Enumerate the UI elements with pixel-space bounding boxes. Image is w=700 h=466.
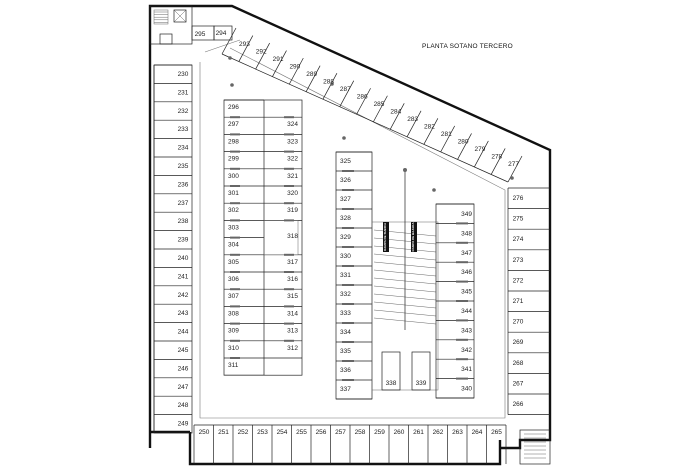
- stall-number-346: 346: [461, 269, 472, 277]
- stall-number-279: 279: [474, 146, 486, 154]
- stall-number-243: 243: [177, 310, 189, 318]
- stall-divider: [272, 51, 286, 77]
- stall-number-252: 252: [237, 429, 249, 436]
- stall-number-297: 297: [228, 121, 239, 129]
- column-marker: [510, 176, 514, 180]
- stall-number-317: 317: [287, 258, 298, 266]
- stall-number-270: 270: [512, 318, 524, 326]
- stall-number-345: 345: [461, 288, 472, 296]
- stall-number-236: 236: [177, 181, 189, 189]
- stall-number-254: 254: [276, 429, 288, 436]
- stall-number-233: 233: [177, 126, 189, 134]
- stall-number-232: 232: [177, 107, 189, 115]
- stall-number-336: 336: [340, 367, 351, 374]
- wheel-stop: [342, 284, 354, 286]
- stall-number-294: 294: [215, 30, 227, 37]
- wheel-stop: [342, 227, 354, 229]
- wheel-stop: [456, 242, 468, 244]
- stall-number-245: 245: [177, 347, 189, 354]
- wheel-stop: [230, 237, 240, 239]
- wheel-stop: [284, 168, 294, 170]
- wheel-stop: [230, 254, 240, 256]
- stall-divider: [239, 36, 253, 62]
- stall-number-271: 271: [512, 298, 524, 305]
- stall-number-280: 280: [457, 138, 469, 146]
- stall-number-286: 286: [356, 93, 368, 101]
- stall-number-291: 291: [272, 55, 284, 63]
- stall-divider: [441, 126, 455, 152]
- stall-number-300: 300: [228, 172, 239, 180]
- stall-number-341: 341: [461, 366, 472, 374]
- stall-number-289: 289: [306, 70, 318, 78]
- stall-number-293: 293: [238, 40, 250, 48]
- stall-number-309: 309: [228, 327, 239, 335]
- stair-core-bottom: [520, 430, 550, 464]
- stall-number-306: 306: [228, 276, 239, 283]
- stall-divider: [407, 111, 421, 137]
- stall-number-246: 246: [177, 365, 189, 373]
- parking-stalls: [154, 26, 550, 464]
- stall-number-331: 331: [340, 272, 351, 279]
- stall-number-325: 325: [340, 158, 351, 165]
- stall-number-310: 310: [228, 344, 239, 352]
- stall-number-283: 283: [407, 116, 419, 124]
- stall-number-230: 230: [177, 71, 189, 78]
- wheel-stop: [456, 281, 468, 283]
- stall-number-261: 261: [413, 429, 424, 436]
- stall-number-328: 328: [340, 215, 351, 222]
- wheel-stop: [230, 323, 240, 325]
- stall-number-320: 320: [287, 190, 298, 197]
- stall-number-264: 264: [471, 429, 483, 436]
- wheel-stop: [284, 116, 294, 118]
- wheel-stop: [284, 151, 294, 153]
- wheel-stop: [284, 271, 294, 273]
- stall-divider: [491, 148, 505, 174]
- wheel-stop: [230, 271, 240, 273]
- stall-number-249: 249: [177, 420, 189, 428]
- stall-number-301: 301: [228, 190, 239, 197]
- stall-number-292: 292: [255, 48, 267, 56]
- stall-number-302: 302: [228, 207, 239, 215]
- stall-number-308: 308: [228, 310, 239, 318]
- column-marker: [342, 136, 346, 140]
- stall-number-256: 256: [315, 429, 327, 436]
- stall-number-284: 284: [390, 108, 402, 116]
- wheel-stop: [230, 202, 240, 204]
- stall-number-237: 237: [177, 199, 189, 207]
- stall-number-240: 240: [177, 255, 189, 262]
- wheel-stop: [342, 360, 354, 362]
- stall-number-241: 241: [177, 273, 189, 281]
- stall-number-244: 244: [177, 328, 189, 336]
- stall-divider: [474, 141, 488, 167]
- wheel-stop: [230, 340, 240, 342]
- ramp-marker: [403, 168, 407, 172]
- stall-number-334: 334: [340, 329, 351, 336]
- stall-number-260: 260: [393, 429, 405, 436]
- stall-number-269: 269: [512, 339, 524, 347]
- stall-divider: [424, 118, 438, 144]
- wheel-stop: [342, 189, 354, 191]
- stall-number-265: 265: [491, 429, 502, 436]
- wheel-stop: [284, 340, 294, 342]
- column-marker: [230, 83, 234, 87]
- stall-number-311: 311: [228, 362, 239, 369]
- stall-number-304: 304: [228, 241, 239, 249]
- wheel-stop: [284, 305, 294, 307]
- stall-divider: [357, 88, 371, 114]
- stall-number-349: 349: [461, 211, 472, 218]
- wheel-stop: [456, 261, 468, 263]
- wheel-stop: [342, 265, 354, 267]
- stall-number-267: 267: [512, 380, 524, 388]
- wheel-stop: [230, 219, 240, 221]
- stall-number-339: 339: [415, 380, 427, 387]
- ramp-label: RAMPA DE BAJADA: [411, 222, 415, 252]
- stall-number-295: 295: [194, 31, 206, 38]
- wheel-stop: [230, 168, 240, 170]
- stall-number-305: 305: [228, 258, 239, 266]
- stall-number-342: 342: [461, 346, 472, 354]
- stall-number-343: 343: [461, 327, 472, 335]
- stall-number-250: 250: [198, 429, 210, 436]
- stall-number-234: 234: [177, 144, 189, 152]
- stall-number-274: 274: [512, 236, 524, 244]
- stall-number-290: 290: [289, 63, 301, 71]
- stall-number-318: 318: [287, 233, 298, 240]
- stall-divider: [323, 73, 337, 99]
- stall-number-273: 273: [512, 256, 524, 264]
- stall-number-314: 314: [287, 310, 298, 318]
- stall-number-253: 253: [257, 429, 268, 436]
- wheel-stop: [456, 378, 468, 380]
- stall-divider: [289, 58, 303, 84]
- column-marker: [228, 56, 232, 60]
- wheel-stop: [342, 379, 354, 381]
- wheel-stop: [230, 357, 240, 359]
- stall-number-255: 255: [296, 429, 307, 436]
- stall-divider: [340, 81, 354, 107]
- wheel-stop: [230, 185, 240, 187]
- stall-number-338: 338: [385, 380, 397, 387]
- stall-number-299: 299: [228, 155, 239, 163]
- ramp-label: RAMPA DE SUBIDA: [383, 222, 387, 252]
- stall-number-281: 281: [440, 131, 452, 139]
- wheel-stop: [342, 170, 354, 172]
- stall-number-231: 231: [177, 89, 189, 97]
- stall-number-329: 329: [340, 234, 351, 241]
- stall-number-288: 288: [323, 78, 334, 86]
- stall-number-324: 324: [287, 121, 298, 129]
- wheel-stop: [284, 202, 294, 204]
- wheel-stop: [284, 288, 294, 290]
- stall-number-272: 272: [512, 277, 524, 285]
- wheel-stop: [284, 323, 294, 325]
- stall-number-296: 296: [228, 104, 239, 111]
- stall-number-248: 248: [177, 402, 189, 410]
- plan-title: PLANTA SOTANO TERCERO: [422, 43, 513, 50]
- stall-divider: [508, 156, 522, 182]
- stall-number-333: 333: [340, 310, 351, 317]
- stall-number-327: 327: [340, 196, 351, 203]
- stall-divider: [306, 66, 320, 92]
- stall-number-259: 259: [374, 429, 385, 436]
- stall-number-323: 323: [287, 138, 298, 146]
- wheel-stop: [342, 322, 354, 324]
- stall-number-319: 319: [287, 207, 298, 215]
- stall-number-307: 307: [228, 293, 239, 301]
- stall-number-266: 266: [512, 401, 524, 408]
- stall-number-239: 239: [177, 236, 189, 244]
- wheel-stop: [342, 341, 354, 343]
- wheel-stop: [342, 246, 354, 248]
- wheel-stop: [342, 303, 354, 305]
- stall-number-257: 257: [335, 429, 346, 436]
- stall-number-277: 277: [508, 161, 520, 169]
- stall-divider: [390, 103, 404, 129]
- wheel-stop: [230, 288, 240, 290]
- stall-number-312: 312: [287, 344, 298, 352]
- stall-number-258: 258: [354, 429, 366, 436]
- wheel-stop: [230, 305, 240, 307]
- stall-divider: [373, 96, 387, 122]
- stall-number-330: 330: [340, 253, 351, 260]
- wheel-stop: [284, 185, 294, 187]
- stall-number-235: 235: [177, 163, 189, 170]
- stall-number-332: 332: [340, 291, 351, 298]
- stall-number-303: 303: [228, 224, 239, 232]
- stall-number-337: 337: [340, 386, 351, 393]
- column-marker: [432, 188, 436, 192]
- wheel-stop: [456, 222, 468, 224]
- stall-number-344: 344: [461, 308, 472, 315]
- stall-number-275: 275: [512, 215, 524, 223]
- stall-number-348: 348: [461, 230, 472, 238]
- stall-number-347: 347: [461, 249, 472, 257]
- wheel-stop: [342, 208, 354, 210]
- wheel-stop: [230, 116, 240, 118]
- stall-number-268: 268: [512, 359, 524, 367]
- stall-number-340: 340: [461, 385, 472, 393]
- stall-number-326: 326: [340, 177, 351, 184]
- stall-number-238: 238: [177, 218, 189, 226]
- wheel-stop: [456, 339, 468, 341]
- stall-divider: [458, 133, 472, 159]
- wheel-stop: [230, 151, 240, 153]
- wheel-stop: [284, 133, 294, 135]
- stall-number-287: 287: [339, 85, 351, 93]
- stall-number-263: 263: [452, 429, 463, 436]
- shaft-box: [160, 34, 172, 44]
- stall-number-316: 316: [287, 276, 298, 283]
- stall-number-285: 285: [373, 101, 385, 108]
- lane-outline: [200, 48, 505, 418]
- stall-number-276: 276: [512, 195, 524, 202]
- bottom-wall: [190, 432, 500, 464]
- stall-number-242: 242: [177, 291, 189, 299]
- stall-number-298: 298: [228, 138, 239, 146]
- stall-number-315: 315: [287, 293, 298, 301]
- stall-number-313: 313: [287, 327, 298, 335]
- stall-number-251: 251: [218, 429, 229, 436]
- stall-number-262: 262: [432, 429, 444, 436]
- stall-number-322: 322: [287, 155, 298, 163]
- wheel-stop: [456, 300, 468, 302]
- stall-number-282: 282: [424, 123, 435, 131]
- stall-number-278: 278: [491, 153, 503, 161]
- wheel-stop: [456, 319, 468, 321]
- stall-number-321: 321: [287, 172, 298, 180]
- wheel-stop: [230, 133, 240, 135]
- stall-number-335: 335: [340, 348, 351, 355]
- stall-number-247: 247: [177, 383, 189, 391]
- stall-front-line: [222, 54, 508, 182]
- wheel-stop: [456, 358, 468, 360]
